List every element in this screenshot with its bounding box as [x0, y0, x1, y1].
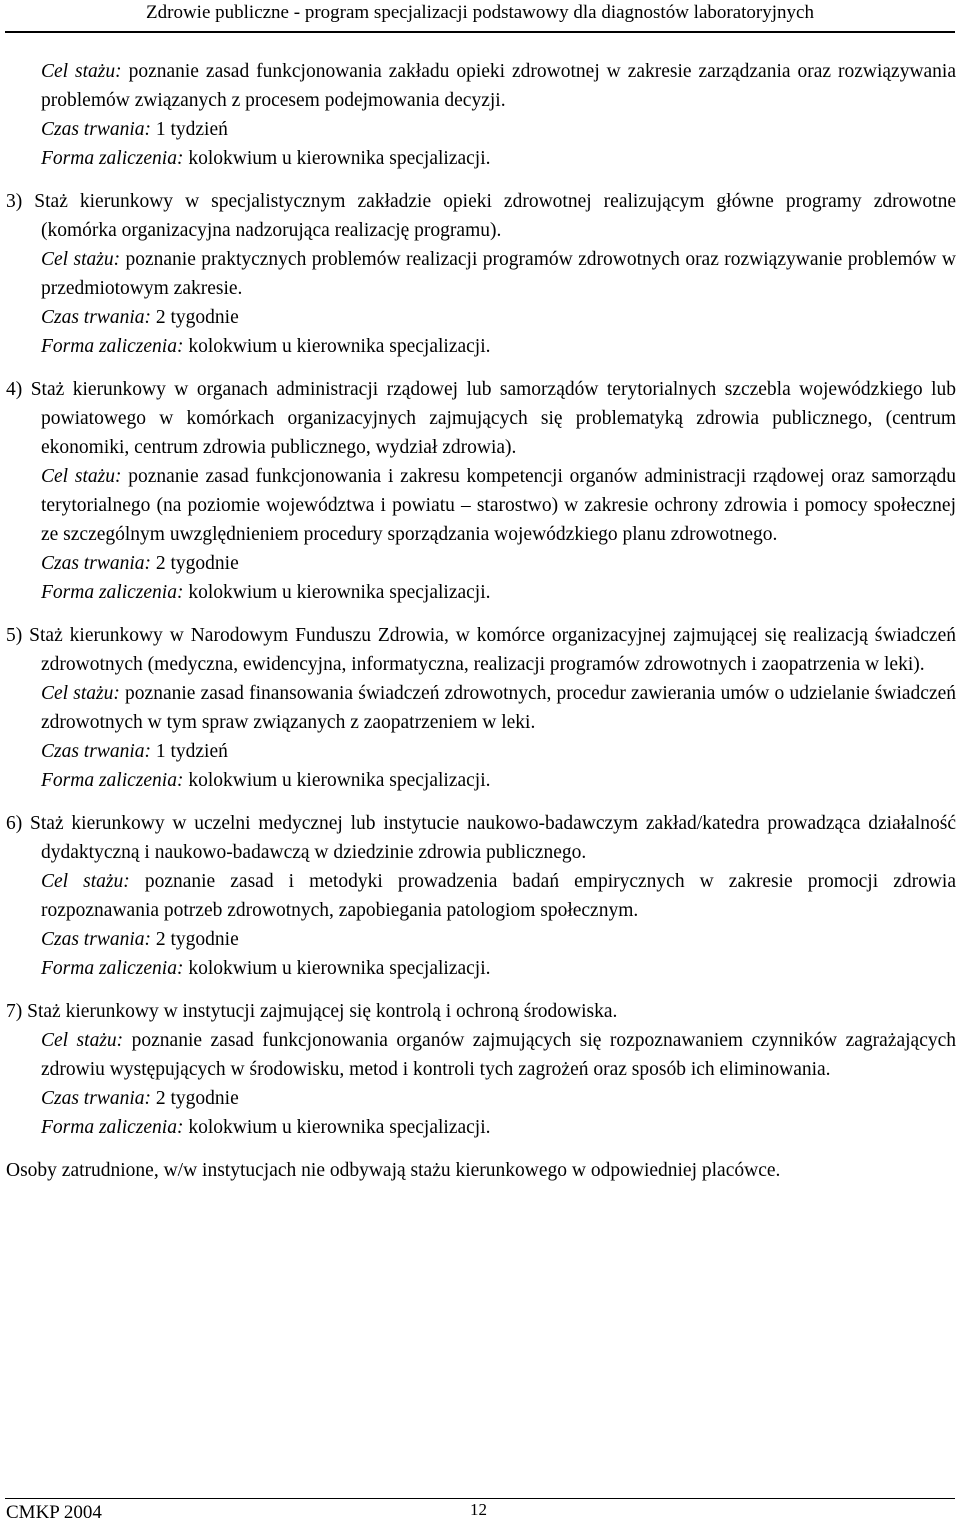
item-cel-text: poznanie zasad finansowania świadczeń zdrowotnych, procedur zawierania umów o udzielanie świadczeń zdrowotnych w tym spraw związanych z zaopatrzeniem w leki.	[41, 683, 957, 733]
label-forma: Forma zaliczenia:	[41, 770, 184, 791]
page-number: 12	[470, 1500, 487, 1519]
item-forma-text: kolokwium u kierownika specjalizacji.	[188, 770, 491, 791]
item-title: 5) Staż kierunkowy w Narodowym Funduszu Zdrowia, w komórce organizacyjnej zajmującej się realizacją świadczeń zdrowotnych (medyczna, ewidencyjna, informatyczna, realizacji programów zdrowotnych i zaopatrzenia w leki).	[6, 625, 956, 675]
item-forma	[41, 766, 956, 795]
running-header: Zdrowie publiczne - program specjalizacji podstawowy dla diagnostów laboratoryjnych	[146, 2, 814, 23]
item-forma-text: kolokwium u kierownika specjalizacji.	[188, 582, 491, 603]
label-czas: Czas trwania:	[41, 741, 151, 762]
item-cel-text: poznanie zasad funkcjonowania organów zajmujących się rozpoznawaniem czynników zagrażających zdrowiu występujących w środowisku, metod i kontroli tych zagrożeń oraz sposób ich eliminowania.	[41, 1030, 957, 1080]
label-czas: Czas trwania:	[41, 1088, 151, 1109]
item-7	[6, 997, 956, 1142]
item-cel-text: poznanie zasad i metodyki prowadzenia badań empirycznych w zakresie promocji zdrowia rozpoznawania potrzeb zdrowotnych, zapobiegania patologiom społecznym.	[41, 871, 957, 921]
item-czas	[41, 303, 956, 332]
label-czas: Czas trwania:	[41, 307, 151, 328]
item-title: 4) Staż kierunkowy w organach administracji rządowej lub samorządów terytorialnych szczebla wojewódzkiego lub powiatowego w komórkach organizacyjnych zajmujących się problematyką zdrowia publicznego, (centrum ekonomiki, centrum zdrowia publicznego, wydział zdrowia).	[6, 379, 956, 458]
item-title: 6) Staż kierunkowy w uczelni medycznej lub instytucie naukowo-badawczym zakład/katedra prowadząca działalność dydaktyczną i naukowo-badawczą w dziedzinie zdrowia publicznego.	[6, 813, 956, 863]
item-czas	[41, 925, 956, 954]
label-cel: Cel stażu:	[41, 1030, 124, 1051]
intro-cel	[41, 57, 956, 115]
item-title: 7) Staż kierunkowy w instytucji zajmującej się kontrolą i ochroną środowiska.	[6, 1001, 618, 1022]
item-czas-text: 2 tygodnie	[155, 1088, 239, 1109]
intro-czas	[41, 115, 956, 144]
item-czas-text: 2 tygodnie	[155, 307, 239, 328]
item-czas-text: 2 tygodnie	[155, 553, 239, 574]
item-4	[6, 375, 956, 607]
document-body	[6, 57, 956, 1185]
label-cel: Cel stażu:	[41, 871, 130, 892]
item-czas	[41, 549, 956, 578]
intro-czas-text: 1 tydzień	[155, 119, 228, 140]
item-czas-text: 1 tydzień	[155, 741, 228, 762]
item-6	[6, 809, 956, 983]
label-forma: Forma zaliczenia:	[41, 148, 184, 169]
label-forma: Forma zaliczenia:	[41, 1117, 184, 1138]
item-forma	[41, 954, 956, 983]
label-cel: Cel stażu:	[41, 466, 122, 487]
item-czas-text: 2 tygodnie	[155, 929, 239, 950]
item-cel	[41, 679, 956, 737]
header-rule	[5, 31, 955, 33]
item-5	[6, 621, 956, 795]
footer-publisher: CMKP 2004	[6, 1502, 102, 1523]
intro-forma-text: kolokwium u kierownika specjalizacji.	[188, 148, 491, 169]
label-cel: Cel stażu:	[41, 683, 120, 704]
item-forma	[41, 332, 956, 361]
item-cel-text: poznanie zasad funkcjonowania i zakresu kompetencji organów administracji rządowej oraz samorządu terytorialnego (na poziomie województwa i powiatu – starostwo) w zakresie ochrony zdrowia i pomocy społecznej ze szczególnym uwzględnieniem procedury sporządzania wojewódzkiego planu zdrowotnego.	[41, 466, 957, 545]
item-cel	[41, 1026, 956, 1084]
intro-forma	[41, 144, 956, 173]
item-forma	[41, 578, 956, 607]
item-3	[6, 187, 956, 361]
item-cel	[41, 867, 956, 925]
label-czas: Czas trwania:	[41, 553, 151, 574]
footer-rule	[5, 1498, 955, 1499]
intro-block	[6, 57, 956, 173]
item-cel	[41, 245, 956, 303]
closing-paragraph: Osoby zatrudnione, w/w instytucjach nie odbywają stażu kierunkowego w odpowiedniej placówce.	[6, 1160, 781, 1181]
item-forma-text: kolokwium u kierownika specjalizacji.	[188, 958, 491, 979]
label-czas: Czas trwania:	[41, 119, 151, 140]
label-cel: Cel stażu:	[41, 61, 122, 82]
item-forma-text: kolokwium u kierownika specjalizacji.	[188, 1117, 491, 1138]
item-czas	[41, 1084, 956, 1113]
item-forma-text: kolokwium u kierownika specjalizacji.	[188, 336, 491, 357]
item-forma	[41, 1113, 956, 1142]
item-title: 3) Staż kierunkowy w specjalistycznym zakładzie opieki zdrowotnej realizującym główne programy zdrowotne (komórka organizacyjna nadzorująca realizację programu).	[6, 191, 956, 241]
intro-cel-text: poznanie zasad funkcjonowania zakładu opieki zdrowotnej w zakresie zarządzania oraz rozwiązywania problemów związanych z procesem podejmowania decyzji.	[41, 61, 956, 111]
label-cel: Cel stażu:	[41, 249, 121, 270]
label-czas: Czas trwania:	[41, 929, 151, 950]
item-czas	[41, 737, 956, 766]
label-forma: Forma zaliczenia:	[41, 958, 184, 979]
label-forma: Forma zaliczenia:	[41, 336, 184, 357]
item-cel-text: poznanie praktycznych problemów realizacji programów zdrowotnych oraz rozwiązywanie problemów w przedmiotowym zakresie.	[41, 249, 957, 299]
label-forma: Forma zaliczenia:	[41, 582, 184, 603]
item-cel	[41, 462, 956, 549]
